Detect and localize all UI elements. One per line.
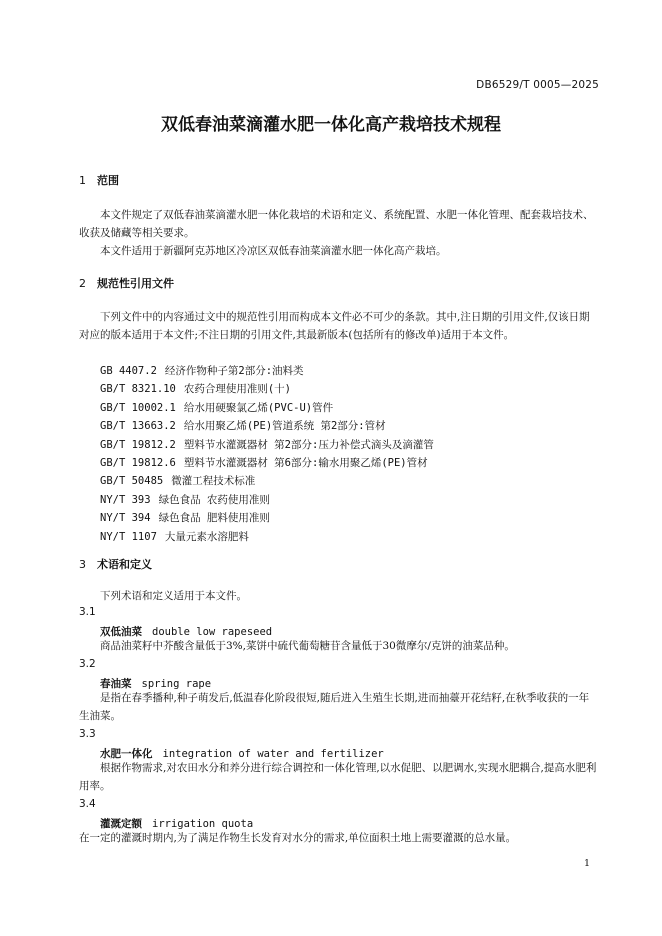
paragraph: 本文件规定了双低春油菜滴灌水肥一体化栽培的术语和定义、系统配置、水肥一体化管理、配套栽培技术、收获及储藏等相关要求。 [79,209,594,239]
reference-title: 经济作物种子第2部分:油料类 [164,365,304,377]
reference-title: 大量元素水溶肥料 [164,530,249,543]
paragraph: 是指在春季播种,种子萌发后,低温春化阶段很短,随后进入生殖生长期,进而抽薹开花结籽,在秋季收获的一年生油菜。 [79,692,590,722]
section-3-heading [79,556,152,572]
section-2-heading [79,275,174,291]
reference-code: NY/T 1107 [100,530,157,543]
reference-code: GB/T 50485 [100,475,164,488]
reference-code: NY/T 393 [100,493,151,506]
term-definition [79,829,599,847]
term-number: 3.3 [79,728,96,740]
section-number: 1 [79,174,86,187]
term-number: 3.4 [79,798,96,810]
term-definition [79,759,599,795]
reference-code: GB/T 19812.6 [100,457,176,470]
term-chinese: 双低油菜 [100,626,142,638]
reference-title: 绿色食品 肥料使用准则 [158,512,270,525]
reference-item [100,399,434,417]
reference-list [100,362,434,546]
reference-title: 给水用硬聚氯乙烯(PVC-U)管件 [183,401,334,414]
term-number: 3.2 [79,658,96,670]
reference-title: 塑料节水灌溉器材 第2部分:压力补偿式滴头及滴灌管 [183,438,434,451]
reference-code: NY/T 394 [100,512,151,525]
section-title: 规范性引用文件 [97,277,174,290]
term-chinese: 春油菜 [100,678,132,690]
section-2-intro [79,308,599,344]
paragraph: 在一定的灌溉时期内,为了满足作物生长发育对水分的需求,单位面积土地上需要灌溉的总水量。 [79,832,517,844]
section-title: 范围 [97,174,119,187]
reference-item [100,454,434,472]
reference-item [100,528,434,546]
reference-title: 农药合理使用准则(十) [183,383,292,396]
section-1-heading [79,172,119,188]
term-chinese: 灌溉定额 [100,818,142,830]
reference-title: 给水用聚乙烯(PE)管道系统 第2部分:管材 [183,420,386,433]
section-number: 3 [79,558,86,571]
document-code: DB6529/T 0005—2025 [476,79,599,91]
reference-code: GB/T 13663.2 [100,420,176,433]
reference-item [100,417,434,435]
reference-item [100,362,434,380]
reference-title: 塑料节水灌溉器材 第6部分:输水用聚乙烯(PE)管材 [183,457,428,470]
paragraph: 商品油菜籽中芥酸含量低于3%,菜饼中硫代葡萄糖苷含量低于30微摩尔/克饼的油菜品种。 [100,640,515,652]
reference-item [100,380,434,398]
paragraph: 下列文件中的内容通过文中的规范性引用而构成本文件必不可少的条款。其中,注日期的引用文件,仅该日期对应的版本适用于本文件;不注日期的引用文件,其最新版本(包括所有的修改单)适用于本文件。 [79,311,590,341]
reference-item [100,509,434,527]
term-english: irrigation quota [152,818,254,830]
term-english: integration of water and fertilizer [162,748,384,760]
term-chinese: 水肥一体化 [100,748,153,760]
reference-code: GB/T 19812.2 [100,438,176,451]
section-title: 术语和定义 [97,558,152,571]
section-number: 2 [79,277,86,290]
term-number: 3.1 [79,606,96,618]
section-3-intro [79,587,599,605]
reference-item [100,436,434,454]
term-definition [79,689,599,725]
term-english: spring rape [141,678,212,690]
reference-title: 绿色食品 农药使用准则 [158,493,270,506]
reference-item [100,491,434,509]
term-english: double low rapeseed [152,626,273,638]
paragraph: 根据作物需求,对农田水分和养分进行综合调控和一体化管理,以水促肥、以肥调水,实现水肥耦合,提高水肥利用率。 [79,762,597,792]
document-title: 双低春油菜滴灌水肥一体化高产栽培技术规程 [161,115,501,135]
section-1-body [79,206,599,260]
reference-code: GB/T 10002.1 [100,401,176,414]
paragraph: 本文件适用于新疆阿克苏地区冷凉区双低春油菜滴灌水肥一体化高产栽培。 [100,245,447,257]
reference-code: GB 4407.2 [100,365,157,377]
reference-item [100,472,434,490]
page-number: 1 [583,858,590,869]
term-definition [79,637,599,655]
reference-code: GB/T 8321.10 [100,383,176,396]
paragraph: 下列术语和定义适用于本文件。 [100,590,247,602]
reference-title: 微灌工程技术标准 [171,475,256,488]
